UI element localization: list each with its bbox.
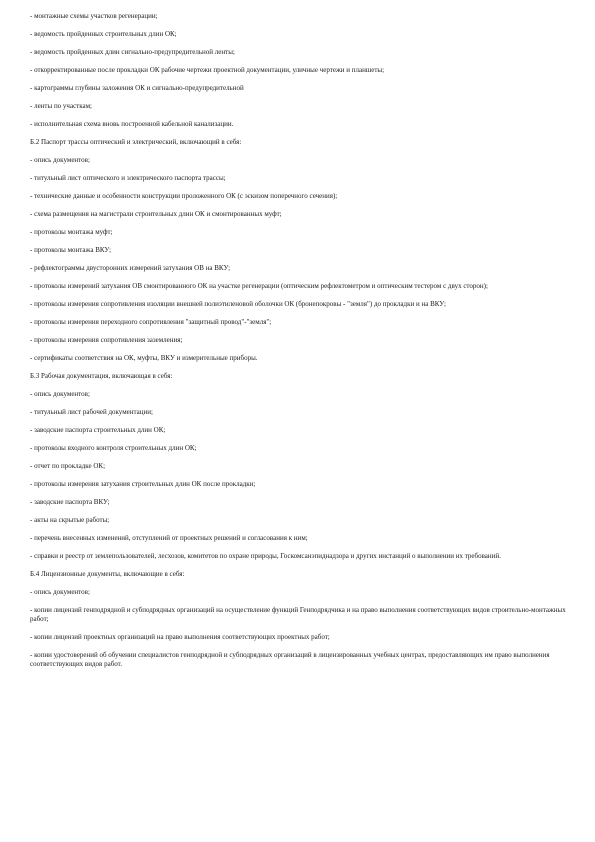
list-item: - протоколы измерения переходного сопротивления "защитный провод"-"земля"; (30, 318, 272, 326)
list-item: - ленты по участкам; (30, 102, 93, 110)
list-item: - сертификаты соответствия на ОК, муфты, ВКУ и измерительные приборы. (30, 354, 258, 362)
list-item: - протоколы измерения сопротивления заземления; (30, 336, 183, 344)
list-item: - копии лицензий генподрядной и субподрядных организаций на осуществление функций Генподрядчика и на право выполнения соответствующих видов строительно-монтажных работ; (30, 606, 566, 623)
list-item: - ведомость пройденных строительных длин ОК; (30, 30, 177, 38)
list-item: - протоколы измерений затухания ОВ смонтированного ОК на участке регенерации (оптическим рефлектометром и оптическим тестером с двух сторон); (30, 282, 488, 290)
section-heading: Б.4 Лицензионные документы, включающие в себя: (30, 570, 185, 578)
list-item: - протоколы монтажа ВКУ; (30, 246, 112, 254)
list-item: - отчет по прокладке ОК; (30, 462, 106, 470)
list-item: - протоколы измерения сопротивления изоляции внешней полиэтиленовой оболочки ОК (бронепокровы - "земля") до прокладки и на ВКУ; (30, 300, 446, 308)
list-item: - копии удостоверений об обучении специалистов генподрядной и субподрядных организаций в лицензированных учебных центрах, предоставляющих им право выполнения соответствующих видов работ. (30, 651, 550, 668)
list-item: - справки и реестр от землепользователей, лесхозов, комитетов по охране природы, Госкомсанэпиднадзора и других инстанций о выполнении их требований. (30, 552, 501, 560)
list-item: - рефлектограммы двусторонних измерений затухания ОВ на ВКУ; (30, 264, 231, 272)
list-item: - заводские паспорта ВКУ; (30, 498, 110, 506)
section-heading: Б.3 Рабочая документация, включающая в себя: (30, 372, 173, 380)
list-item: - заводские паспорта строительных длин ОК; (30, 426, 166, 434)
list-item: - опись документов; (30, 390, 90, 398)
list-item: - технические данные и особенности конструкции проложенного ОК (с эскизом поперечного сечения); (30, 192, 338, 200)
list-item: - протоколы входного контроля строительных длин ОК; (30, 444, 197, 452)
list-item: - ведомость пройденных длин сигнально-предупредительной ленты; (30, 48, 235, 56)
list-item: - протоколы измерения затухания строительных длин ОК после прокладки; (30, 480, 256, 488)
section-heading: Б.2 Паспорт трассы оптический и электрический, включающий в себя: (30, 138, 242, 146)
list-item: - титульный лист рабочей документации; (30, 408, 153, 416)
list-item: - исполнительная схема вновь построенной кабельной канализации. (30, 120, 234, 128)
list-item: - откорректированные после прокладки ОК рабочие чертежи проектной документации, уличные чертежи и планшеты; (30, 66, 385, 74)
list-item: - перечень внесенных изменений, отступлений от проектных решений и согласования к ним; (30, 534, 308, 542)
list-item: - схема размещения на магистрали строительных длин ОК и смонтированных муфт; (30, 210, 282, 218)
list-item: - картограммы глубины заложения ОК и сигнально-предупредительной (30, 84, 244, 92)
list-item: - копии лицензий проектных организаций на право выполнения соответствующих проектных работ; (30, 633, 330, 641)
list-item: - титульный лист оптического и электрического паспорта трассы; (30, 174, 226, 182)
list-item: - акты на скрытые работы; (30, 516, 110, 524)
list-item: - опись документов; (30, 588, 90, 596)
document-page (30, 12, 570, 669)
list-item: - монтажные схемы участков регенерации; (30, 12, 158, 20)
list-item: - протоколы монтажа муфт; (30, 228, 113, 236)
list-item: - опись документов; (30, 156, 90, 164)
